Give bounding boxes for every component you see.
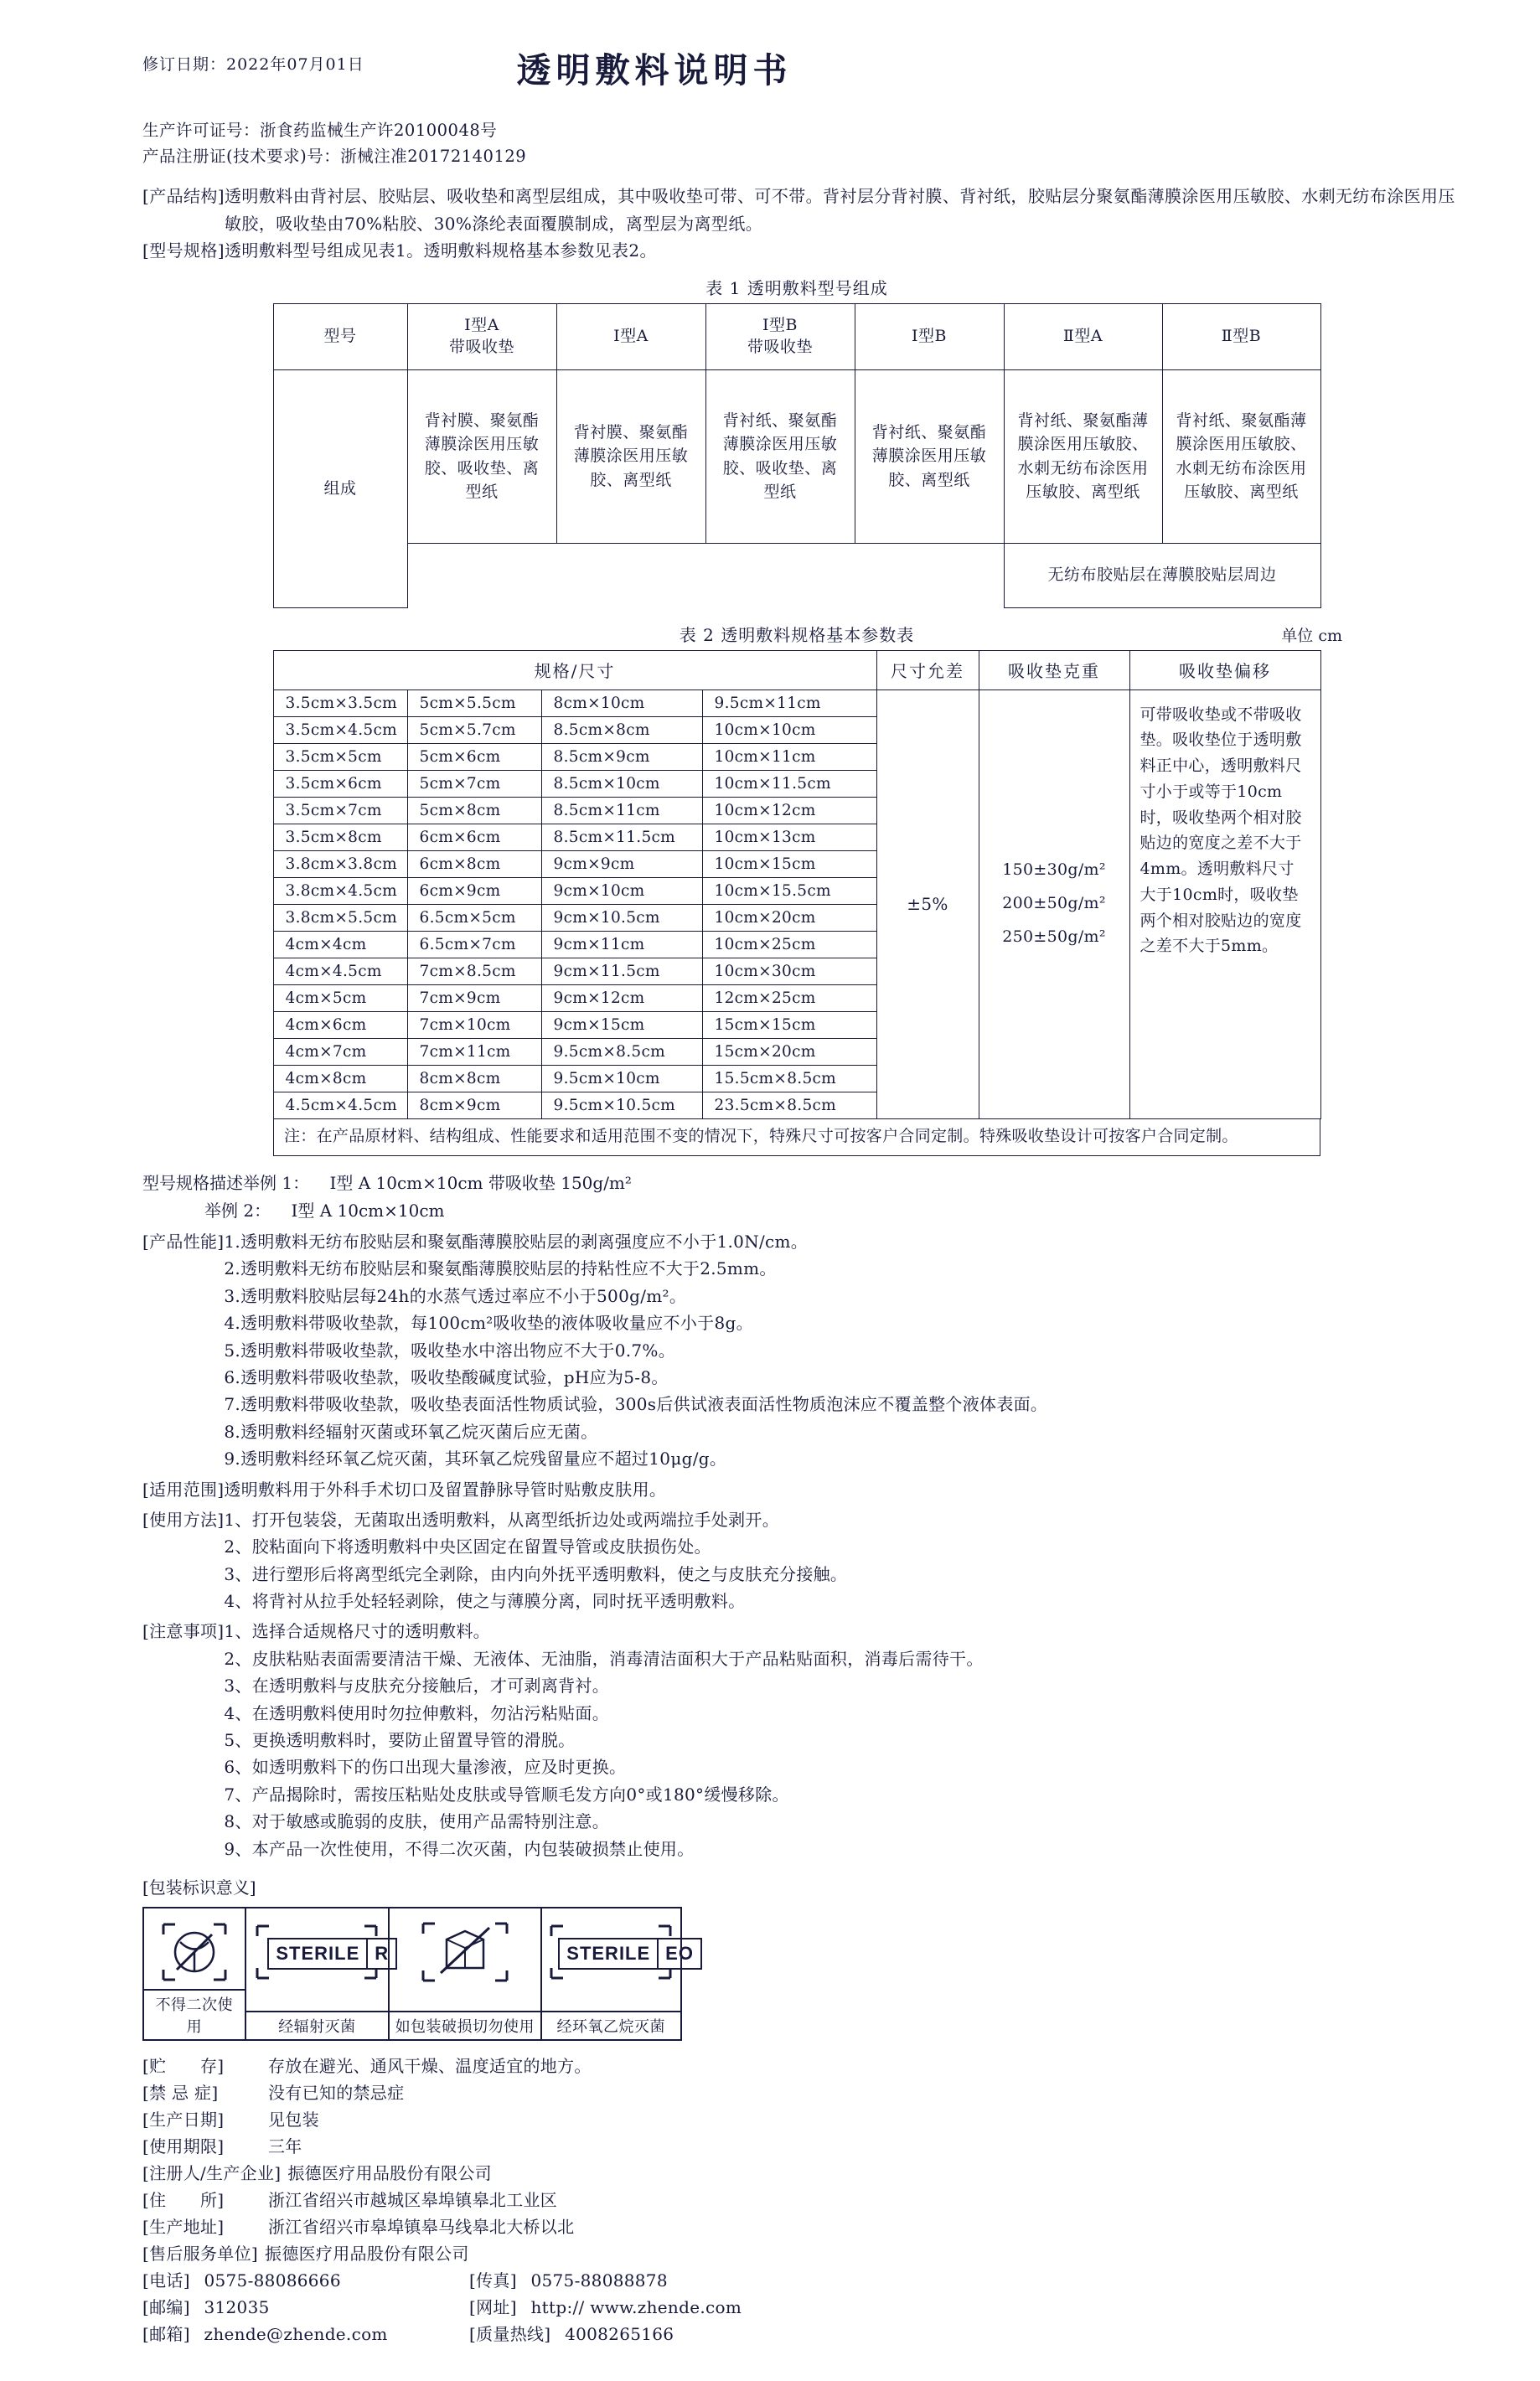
list-item: 9.透明敷料经环氧乙烷灭菌，其环氧乙烷残留量应不超过10μg/g。 [224, 1449, 727, 1469]
scope-label: [适用范围] [142, 1479, 225, 1500]
size-cell: 10cm×10cm [702, 716, 876, 743]
size-cell: 7cm×8.5cm [407, 958, 541, 984]
hotline-label: [质量热线] [469, 2323, 551, 2344]
tolerance-header: 尺寸允差 [876, 650, 979, 690]
symbol-caption: 经辐射灭菌 [246, 2011, 388, 2039]
site-value: 浙江省绍兴市皋埠镇皋马线皋北大桥以北 [268, 2216, 575, 2237]
size-cell: 3.5cm×7cm [273, 797, 407, 824]
email-value[interactable]: zhende@zhende.com [204, 2323, 388, 2344]
model-header: 型号 [273, 303, 407, 369]
composition-cell-2: 背衬膜、聚氨酯薄膜涂医用压敏胶、离型纸 [556, 369, 705, 543]
col2-line1: Ⅰ型A [613, 326, 649, 345]
product-structure [142, 183, 1460, 264]
weight-2: 200±50g/m² [1002, 894, 1106, 913]
composition-cell-1: 背衬膜、聚氨酯薄膜涂医用压敏胶、吸收垫、离型纸 [407, 369, 556, 543]
contraindication-label: [禁 忌 症] [142, 2082, 219, 2103]
table-model-composition [273, 303, 1321, 608]
performance-list [224, 1228, 1460, 1473]
cautions-section [142, 1618, 1460, 1862]
size-cell: 6cm×6cm [407, 824, 541, 850]
size-cell: 9.5cm×8.5cm [541, 1038, 702, 1065]
size-cell: 10cm×30cm [702, 958, 876, 984]
size-cell: 3.5cm×3.5cm [273, 690, 407, 716]
tolerance-value: ±5% [876, 690, 979, 1118]
size-cell: 15cm×15cm [702, 1011, 876, 1038]
list-item: 4、在透明敷料使用时勿拉伸敷料，勿沾污粘贴面。 [224, 1702, 610, 1723]
list-item: 7.透明敷料带吸收垫款，吸收垫表面活性物质试验，300s后供试液表面活性物质泡沫应不覆盖整个液体表面。 [224, 1394, 1048, 1415]
size-cell: 8.5cm×11cm [541, 797, 702, 824]
size-cell: 10cm×20cm [702, 904, 876, 931]
size-cell: 5cm×8cm [407, 797, 541, 824]
size-cell: 9.5cm×10.5cm [541, 1092, 702, 1118]
composition-cell-4: 背衬纸、聚氨酯薄膜涂医用压敏胶、离型纸 [855, 369, 1004, 543]
spec-examples [142, 1170, 1460, 1225]
product-structure-text: 透明敷料由背衬层、胶贴层、吸收垫和离型层组成，其中吸收垫可带、可不带。背衬层分背衬膜、背衬纸，胶贴层分聚氨酯薄膜涂医用压敏胶、水刺无纺布涂医用压敏胶，吸收垫由70%粘胶、30%涤纶表面覆膜制成，离型层为离型纸。 [225, 186, 1455, 234]
registrant-label: [注册人/生产企业] [142, 2162, 282, 2183]
size-cell: 3.5cm×8cm [273, 824, 407, 850]
license-block [142, 117, 1460, 169]
symbol-caption: 经环氧乙烷灭菌 [542, 2011, 680, 2039]
size-cell: 5cm×7cm [407, 770, 541, 797]
offset-header: 吸收垫偏移 [1129, 650, 1320, 690]
performance-label: [产品性能] [142, 1231, 225, 1252]
size-cell: 4cm×4cm [273, 931, 407, 958]
zip-value: 312035 [204, 2296, 270, 2317]
size-cell: 6.5cm×7cm [407, 931, 541, 958]
offset-text: 可带吸收垫或不带吸收垫。吸收垫位于透明敷料正中心，透明敷料尺寸小于或等于10cm时，吸收垫两个相对胶贴边的宽度之差不大于4mm。透明敷料尺寸大于10cm时，吸收垫两个相对胶贴边的宽度之差不大于5mm。 [1129, 690, 1320, 1118]
tel-label: [电话] [142, 2270, 190, 2291]
size-cell: 3.8cm×5.5cm [273, 904, 407, 931]
shelf-life-label: [使用期限] [142, 2136, 225, 2156]
size-cell: 8.5cm×10cm [541, 770, 702, 797]
list-item: 4.透明敷料带吸收垫款，每100cm²吸收垫的液体吸收量应不小于8g。 [224, 1313, 753, 1334]
site-label: [生产地址] [142, 2216, 225, 2237]
size-cell: 8cm×9cm [407, 1092, 541, 1118]
col-header-3 [705, 303, 855, 369]
page-title: 透明敷料说明书 [516, 50, 793, 90]
registration-number: 产品注册证(技术要求)号：浙械注准20172140129 [142, 147, 527, 167]
list-item: 2、皮肤粘贴表面需要清洁干燥、无液体、无油脂，消毒清洁面积大于产品粘贴面积，消毒后需待干。 [224, 1648, 984, 1669]
tel-value: 0575-88086666 [204, 2270, 341, 2291]
cautions-label: [注意事项] [142, 1621, 225, 1642]
list-item: 8.透明敷料经辐射灭菌或环氧乙烷灭菌后应无菌。 [224, 1421, 598, 1442]
size-cell: 5cm×5.7cm [407, 716, 541, 743]
size-cell: 12cm×25cm [702, 984, 876, 1011]
col-header-4 [855, 303, 1004, 369]
sterile-method: R [366, 1939, 395, 1968]
website-value[interactable]: http:// www.zhende.com [530, 2296, 742, 2317]
list-item: 8、对于敏感或脆弱的皮肤，使用产品需特别注意。 [224, 1811, 610, 1832]
size-cell: 3.5cm×6cm [273, 770, 407, 797]
list-item: 9、本产品一次性使用，不得二次灭菌，内包装破损禁止使用。 [224, 1838, 695, 1859]
size-cell: 3.5cm×4.5cm [273, 716, 407, 743]
list-item: 2.透明敷料无纺布胶贴层和聚氨酯薄膜胶贴层的持粘性应不大于2.5mm。 [224, 1258, 777, 1279]
size-cell: 9cm×11.5cm [541, 958, 702, 984]
list-item: 3、在透明敷料与皮肤充分接触后，才可剥离背衬。 [224, 1676, 610, 1697]
composition-cell-5: 背衬纸、聚氨酯薄膜涂医用压敏胶、水刺无纺布涂医用压敏胶、离型纸 [1004, 369, 1162, 543]
sterile-method: EO [657, 1939, 700, 1968]
scope-text: 透明敷料用于外科手术切口及留置静脉导管时贴敷皮肤用。 [224, 1479, 667, 1500]
size-cell: 4cm×6cm [273, 1011, 407, 1038]
symbols-section [142, 1907, 1460, 2041]
address-label: [住 所] [142, 2189, 225, 2210]
size-cell: 8.5cm×9cm [541, 743, 702, 770]
symbol-sterile-r [246, 1908, 390, 2039]
list-item: 6.透明敷料带吸收垫款，吸收垫酸碱度试验，pH应为5-8。 [224, 1366, 669, 1387]
col1-line2: 带吸收垫 [448, 337, 514, 356]
service-value: 振德医疗用品股份有限公司 [265, 2243, 469, 2264]
table-row [273, 650, 1320, 690]
list-item: 3、进行塑形后将离型纸完全剥除，由内向外抚平透明敷料，使之与皮肤充分接触。 [224, 1563, 848, 1584]
contraindication-value: 没有已知的禁忌症 [268, 2082, 405, 2103]
size-cell: 10cm×13cm [702, 824, 876, 850]
model-spec-text: 透明敷料型号组成见表1。透明敷料规格基本参数见表2。 [225, 240, 657, 261]
composition-label: 组成 [273, 369, 407, 607]
size-cell: 7cm×11cm [407, 1038, 541, 1065]
size-cell: 4cm×8cm [273, 1065, 407, 1092]
size-cell: 3.8cm×4.5cm [273, 877, 407, 904]
symbol-no-reuse [144, 1908, 246, 2039]
size-cell: 10cm×12cm [702, 797, 876, 824]
table-row [273, 369, 1320, 543]
col-header-6 [1162, 303, 1320, 369]
size-cell: 8cm×8cm [407, 1065, 541, 1092]
sterile-text: STERILE [566, 1942, 651, 1964]
size-cell: 7cm×9cm [407, 984, 541, 1011]
size-cell: 3.5cm×5cm [273, 743, 407, 770]
storage-label: [贮 存] [142, 2055, 225, 2076]
col-header-1 [407, 303, 556, 369]
size-cell: 9cm×9cm [541, 850, 702, 877]
list-item: 6、如透明敷料下的伤口出现大量渗液，应及时更换。 [224, 1757, 627, 1778]
scope-section [142, 1476, 1460, 1503]
size-cell: 4cm×5cm [273, 984, 407, 1011]
revision-date: 修订日期：2022年07月01日 [142, 55, 364, 74]
list-item: 1、打开包装袋，无菌取出透明敷料，从离型纸折边处或两端拉手处剥开。 [224, 1509, 780, 1530]
size-cell: 4cm×7cm [273, 1038, 407, 1065]
size-cell: 9cm×11cm [541, 931, 702, 958]
list-item: 2、胶粘面向下将透明敷料中央区固定在留置导管或皮肤损伤处。 [224, 1537, 711, 1557]
list-item: 3.透明敷料胶贴层每24h的水蒸气透过率应不小于500g/m²。 [224, 1285, 687, 1306]
production-license: 生产许可证号：浙食药监械生产许20100048号 [142, 121, 498, 140]
list-item: 5.透明敷料带吸收垫款，吸收垫水中溶出物应不大于0.7%。 [224, 1340, 675, 1361]
size-cell: 23.5cm×8.5cm [702, 1092, 876, 1118]
size-cell: 8.5cm×11.5cm [541, 824, 702, 850]
symbols-label: [包装标识意义] [142, 1877, 256, 1898]
usage-label: [使用方法] [142, 1509, 225, 1530]
example1-value: Ⅰ型 A 10cm×10cm 带吸收垫 150g/m² [329, 1172, 632, 1193]
service-label: [售后服务单位] [142, 2243, 259, 2264]
address-value: 浙江省绍兴市越城区皋埠镇皋北工业区 [268, 2189, 558, 2210]
list-item: 7、产品揭除时，需按压粘贴处皮肤或导管顺毛发方向0°或180°缓慢移除。 [224, 1784, 789, 1805]
sterile-eo-icon [542, 1908, 694, 1989]
col-header-5 [1004, 303, 1162, 369]
col3-line2: 带吸收垫 [747, 337, 813, 356]
size-cell: 9cm×10cm [541, 877, 702, 904]
size-cell: 5cm×5.5cm [407, 690, 541, 716]
no-reuse-icon [144, 1908, 245, 1989]
size-cell: 5cm×6cm [407, 743, 541, 770]
weight-header: 吸收垫克重 [979, 650, 1129, 690]
size-cell: 4cm×4.5cm [273, 958, 407, 984]
weight-1: 150±30g/m² [1002, 860, 1106, 880]
col4-line1: Ⅰ型B [912, 326, 947, 345]
symbol-caption: 如包装破损切勿使用 [390, 2011, 540, 2039]
table1-caption: 表 1 透明敷料型号组成 [705, 277, 888, 298]
mfg-date-label: [生产日期] [142, 2109, 225, 2130]
table-row [273, 690, 1320, 716]
size-cell: 15.5cm×8.5cm [702, 1065, 876, 1092]
col1-line1: Ⅰ型A [464, 315, 499, 334]
composition-cell-6: 背衬纸、聚氨酯薄膜涂医用压敏胶、水刺无纺布涂医用压敏胶、离型纸 [1162, 369, 1320, 543]
size-cell: 7cm×10cm [407, 1011, 541, 1038]
hotline-value: 4008265166 [565, 2323, 674, 2344]
size-cell: 8.5cm×8cm [541, 716, 702, 743]
col6-line1: Ⅱ型B [1221, 326, 1262, 345]
symbol-sterile-eo [542, 1908, 694, 2039]
footer-info [142, 2053, 1460, 2347]
weight-3: 250±50g/m² [1002, 927, 1106, 946]
fax-value: 0575-88088878 [530, 2270, 668, 2291]
product-structure-label: [产品结构] [142, 186, 225, 207]
usage-list [224, 1506, 1460, 1615]
table-spec-parameters [273, 650, 1321, 1119]
table-row [273, 303, 1320, 369]
spec-header: 规格/尺寸 [273, 650, 876, 690]
size-cell: 10cm×15cm [702, 850, 876, 877]
size-cell: 6cm×9cm [407, 877, 541, 904]
size-cell: 6.5cm×5cm [407, 904, 541, 931]
size-cell: 10cm×25cm [702, 931, 876, 958]
size-cell: 10cm×15.5cm [702, 877, 876, 904]
list-item: 1、选择合适规格尺寸的透明敷料。 [224, 1621, 490, 1642]
example2-label: 举例 2： [204, 1200, 271, 1221]
symbol-damaged-package [390, 1908, 541, 2039]
storage-value: 存放在避光、通风干燥、温度适宜的地方。 [268, 2055, 592, 2076]
size-cell: 9cm×15cm [541, 1011, 702, 1038]
size-cell: 15cm×20cm [702, 1038, 876, 1065]
mfg-date-value: 见包装 [268, 2109, 319, 2130]
size-cell: 9cm×12cm [541, 984, 702, 1011]
list-item: 1.透明敷料无纺布胶贴层和聚氨酯薄膜胶贴层的剥离强度应不小于1.0N/cm。 [224, 1231, 809, 1252]
list-item: 4、将背衬从拉手处轻轻剥除，使之与薄膜分离，同时抚平透明敷料。 [224, 1591, 746, 1612]
do-not-use-if-package-damaged-icon [390, 1908, 540, 1989]
zip-label: [邮编] [142, 2296, 190, 2317]
size-cell: 8cm×10cm [541, 690, 702, 716]
registrant-value: 振德医疗用品股份有限公司 [287, 2162, 492, 2183]
table2-caption: 表 2 透明敷料规格基本参数表 [679, 624, 915, 645]
col-header-2 [556, 303, 705, 369]
table-row [273, 543, 1320, 607]
size-cell: 6cm×8cm [407, 850, 541, 877]
example2-value: Ⅰ型 A 10cm×10cm [291, 1200, 445, 1221]
col5-line1: Ⅱ型A [1062, 326, 1103, 345]
composition-bottom-merged: 无纺布胶贴层在薄膜胶贴层周边 [1004, 543, 1320, 607]
size-cell: 9cm×10.5cm [541, 904, 702, 931]
shelf-life-value: 三年 [268, 2136, 302, 2156]
fax-label: [传真] [469, 2270, 517, 2291]
table2-caption-row [134, 622, 1460, 646]
list-item: 5、更换透明敷料时，要防止留置导管的滑脱。 [224, 1730, 576, 1751]
example1-label: 型号规格描述举例 1： [142, 1172, 310, 1193]
sterile-r-icon [246, 1908, 388, 1989]
col3-line1: Ⅰ型B [762, 315, 798, 334]
email-label: [邮箱] [142, 2323, 190, 2344]
website-label: [网址] [469, 2296, 517, 2317]
size-cell: 10cm×11cm [702, 743, 876, 770]
performance-section [142, 1228, 1460, 1473]
size-cell: 4.5cm×4.5cm [273, 1092, 407, 1118]
weight-values [979, 690, 1129, 1118]
cautions-list [224, 1618, 1460, 1862]
size-cell: 10cm×11.5cm [702, 770, 876, 797]
usage-section [142, 1506, 1460, 1615]
table2-note: 注：在产品原材料、结构组成、性能要求和适用范围不变的情况下，特殊尺寸可按客户合同定制。特殊吸收垫设计可按客户合同定制。 [273, 1119, 1320, 1156]
model-spec-label: [型号规格] [142, 240, 225, 261]
symbol-caption: 不得二次使用 [144, 1989, 245, 2039]
size-cell: 9.5cm×11cm [702, 690, 876, 716]
composition-cell-3: 背衬纸、聚氨酯薄膜涂医用压敏胶、吸收垫、离型纸 [705, 369, 855, 543]
sterile-text: STERILE [276, 1942, 360, 1964]
size-cell: 9.5cm×10cm [541, 1065, 702, 1092]
size-cell: 3.8cm×3.8cm [273, 850, 407, 877]
table2-unit: 单位 cm [1281, 626, 1342, 645]
